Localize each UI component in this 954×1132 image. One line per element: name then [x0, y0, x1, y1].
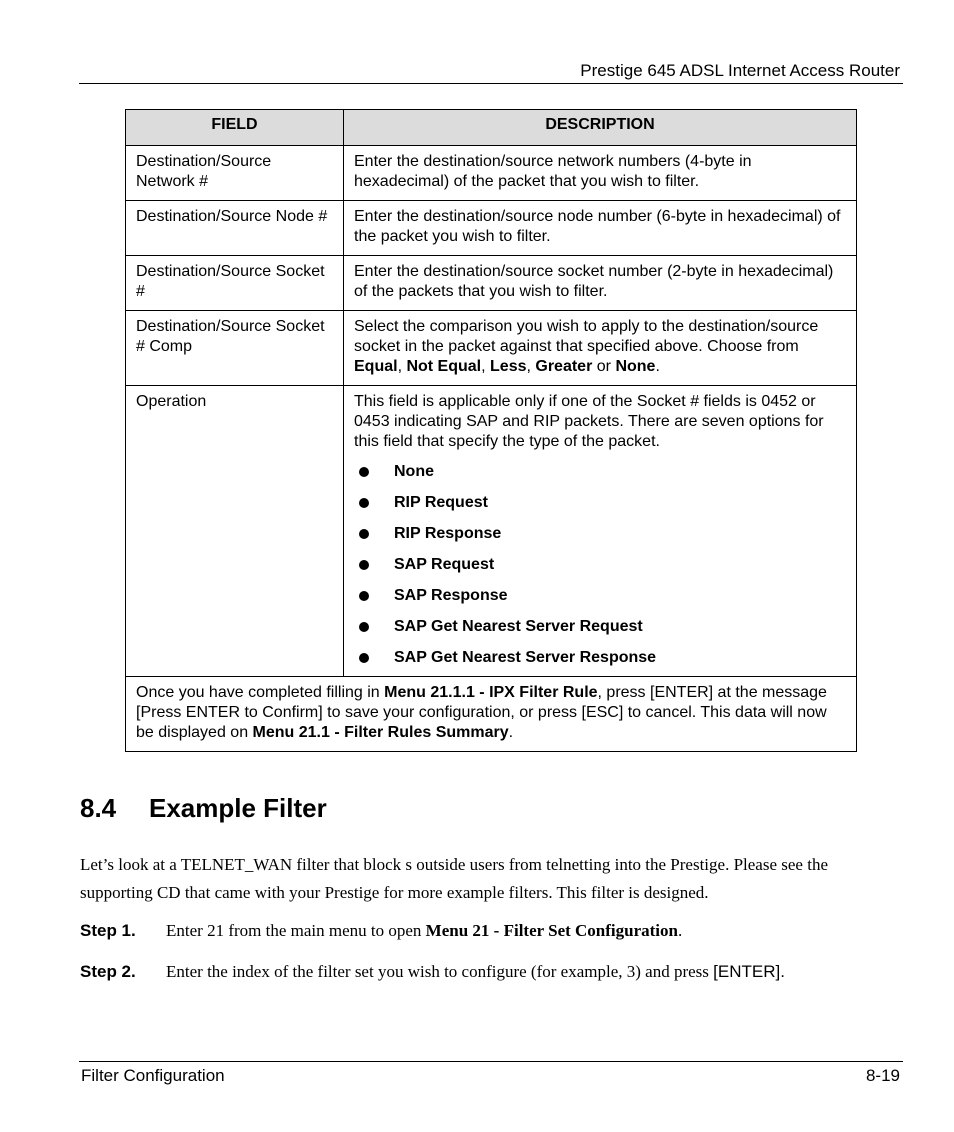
- table-header-row: [126, 110, 857, 146]
- table-row: [126, 386, 857, 677]
- bullet-icon: [359, 498, 369, 508]
- operation-options-list: [354, 462, 847, 668]
- field-description-table: [125, 109, 857, 752]
- menu-reference: Menu 21 - Filter Set Configuration: [425, 921, 678, 940]
- list-item: None: [354, 462, 847, 482]
- section-number: 8.4: [80, 793, 117, 823]
- footnote-cell: Once you have completed filling in Menu 21.1.1 - IPX Filter Rule, press [ENTER] at the message [Press ENTER to Confirm] to save your configuration, or press [ESC] to cancel. This data will now be displayed on Menu 21.1 - Filter Rules Summary.: [126, 677, 857, 752]
- bullet-icon: [359, 560, 369, 570]
- menu-reference: Menu 21.1 - Filter Rules Summary: [252, 724, 509, 741]
- column-header-description: DESCRIPTION: [344, 110, 857, 146]
- table-row: [126, 311, 857, 386]
- list-item: SAP Get Nearest Server Response: [354, 648, 847, 668]
- bullet-icon: [359, 622, 369, 632]
- field-cell: Destination/Source Socket #: [126, 256, 344, 311]
- list-item: RIP Response: [354, 524, 847, 544]
- section-heading: [80, 793, 327, 824]
- field-cell: Destination/Source Socket # Comp: [126, 311, 344, 386]
- section-title: Example Filter: [149, 793, 327, 823]
- bullet-icon: [359, 467, 369, 477]
- table-row: [126, 146, 857, 201]
- page-number: 8-19: [865, 1066, 900, 1085]
- option-none: None: [615, 358, 656, 375]
- menu-reference: Menu 21.1.1 - IPX Filter Rule: [384, 684, 598, 701]
- description-cell: Select the comparison you wish to apply to the destination/source socket in the packet against that specified above. Choose from Equal, Not Equal, Less, Greater or None.: [344, 311, 857, 386]
- header-title: Prestige 645 ADSL Internet Access Router: [580, 61, 900, 80]
- bullet-icon: [359, 653, 369, 663]
- list-item: RIP Request: [354, 493, 847, 513]
- description-cell: Enter the destination/source socket number (2-byte in hexadecimal) of the packets that you wish to filter.: [344, 256, 857, 311]
- step-2: Step 2. Enter the index of the filter set you wish to configure (for example, 3) and press [ENTER].: [80, 962, 785, 981]
- bullet-icon: [359, 529, 369, 539]
- page-header: [79, 60, 903, 84]
- operation-description: This field is applicable only if one of the Socket # fields is 0452 or 0453 indicating SAP and RIP packets. There are seven options for this field that specify the type of the packet.: [354, 393, 824, 450]
- field-cell: Destination/Source Node #: [126, 201, 344, 256]
- field-cell: Destination/Source Network #: [126, 146, 344, 201]
- page-footer: [79, 1061, 903, 1092]
- table-footnote-row: [126, 677, 857, 752]
- step-label: Step 1.: [80, 921, 136, 940]
- option-less: Less: [490, 358, 527, 375]
- description-cell: Enter the destination/source network numbers (4-byte in hexadecimal) of the packet that you wish to filter.: [344, 146, 857, 201]
- description-cell: Enter the destination/source node number (6-byte in hexadecimal) of the packet you wish to filter.: [344, 201, 857, 256]
- step-label: Step 2.: [80, 962, 136, 981]
- list-item: SAP Request: [354, 555, 847, 575]
- list-item: SAP Response: [354, 586, 847, 606]
- footer-chapter: Filter Configuration: [81, 1066, 225, 1085]
- key-reference: [ENTER].: [713, 962, 785, 981]
- description-cell: [344, 386, 857, 677]
- column-header-field: FIELD: [126, 110, 344, 146]
- table-row: [126, 256, 857, 311]
- option-not-equal: Not Equal: [406, 358, 482, 375]
- body-paragraph: Let’s look at a TELNET_WAN filter that block s outside users from telnetting into the Prestige. Please see the supporting CD that came with your Prestige for more example filters. This filter is designed.: [80, 855, 828, 902]
- bullet-icon: [359, 591, 369, 601]
- option-greater: Greater: [535, 358, 593, 375]
- table-row: [126, 201, 857, 256]
- step-1: Step 1. Enter 21 from the main menu to open Menu 21 - Filter Set Configuration.: [80, 921, 683, 940]
- option-equal: Equal: [354, 358, 398, 375]
- list-item: SAP Get Nearest Server Request: [354, 617, 847, 637]
- field-cell: Operation: [126, 386, 344, 677]
